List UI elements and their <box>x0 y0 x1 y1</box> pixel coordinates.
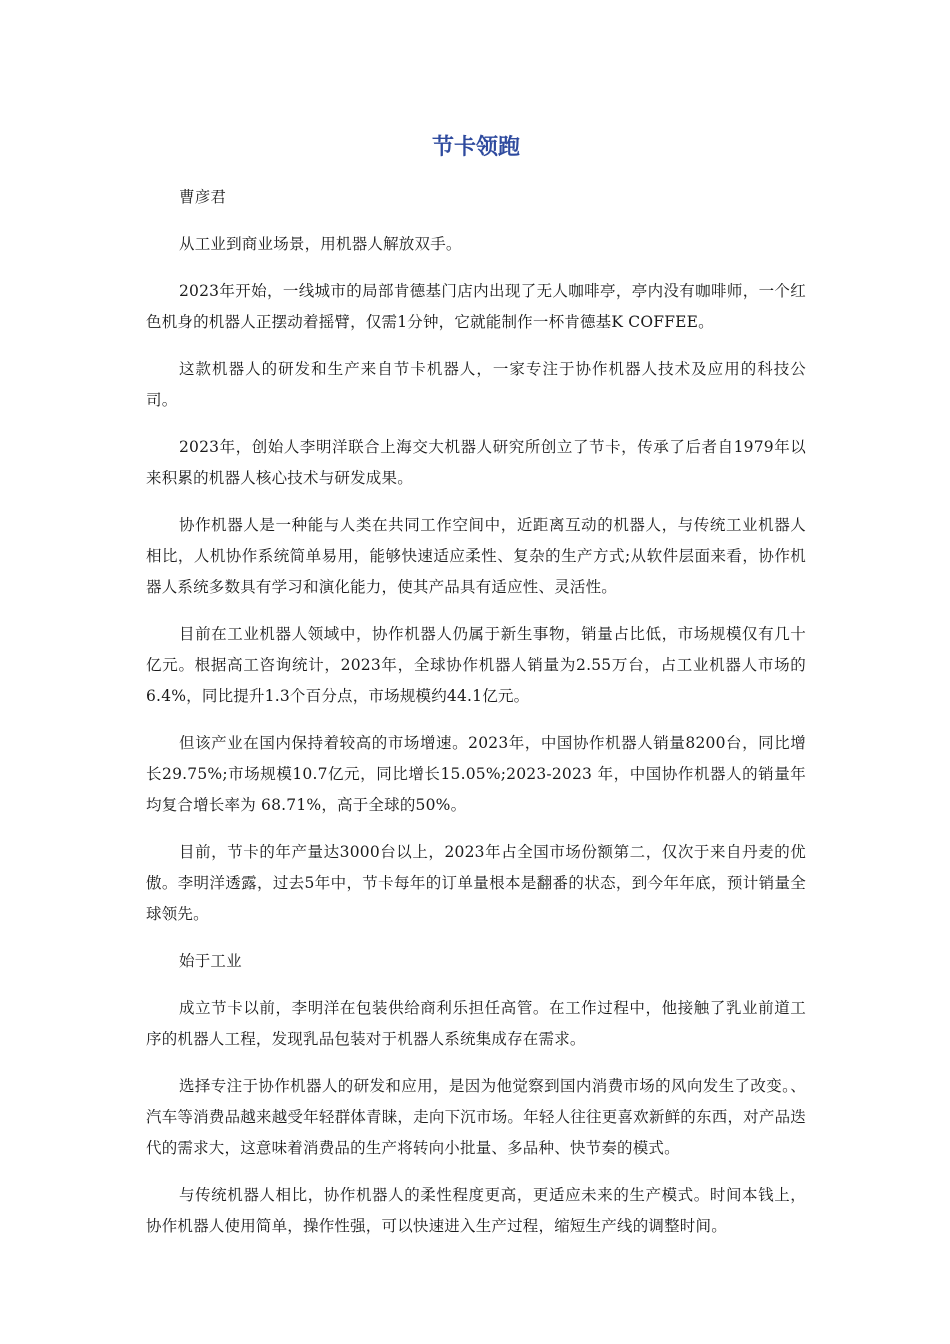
paragraph: 这款机器人的研发和生产来自节卡机器人，一家专注于协作机器人技术及应用的科技公司。 <box>146 360 806 409</box>
document-page <box>146 128 806 1258</box>
paragraph: 2023年开始，一线城市的局部肯德基门店内出现了无人咖啡亭，亭内没有咖啡师，一个红色机身的机器人正摆动着摇臂，仅需1分钟，它就能制作一杯肯德基K COFFEE。 <box>146 282 806 331</box>
paragraph: 与传统机器人相比，协作机器人的柔性程度更高，更适应未来的生产模式。时间本钱上，协作机器人使用简单，操作性强，可以快速进入生产过程，缩短生产线的调整时间。 <box>146 1186 806 1235</box>
article-author: 曹彦君 <box>179 188 227 206</box>
paragraph: 成立节卡以前，李明洋在包装供给商利乐担任高管。在工作过程中，他接触了乳业前道工序的机器人工程，发现乳品包装对于机器人系统集成存在需求。 <box>146 999 806 1048</box>
section-heading: 始于工业 <box>179 952 242 970</box>
paragraph: 目前，节卡的年产量达3000台以上，2023年占全国市场份额第二，仅次于来自丹麦的优傲。李明洋透露，过去5年中，节卡每年的订单量根本是翻番的状态，到今年年底，预计销量全球领先。 <box>146 843 806 923</box>
article-title: 节卡领跑 <box>431 135 520 160</box>
paragraph: 但该产业在国内保持着较高的市场增速。2023年，中国协作机器人销量8200台，同比增长29.75%;市场规模10.7亿元，同比增长15.05%;2023-2023 年，中国协作机器人的销量年均复合增长率为 68.71%，高于全球的50%。 <box>146 734 806 814</box>
paragraph: 2023年，创始人李明洋联合上海交大机器人研究所创立了节卡，传承了后者自1979年以来积累的机器人核心技术与研发成果。 <box>146 438 806 487</box>
paragraph: 协作机器人是一种能与人类在共同工作空间中，近距离互动的机器人，与传统工业机器人相比，人机协作系统简单易用，能够快速适应柔性、复杂的生产方式;从软件层面来看，协作机器人系统多数具有学习和演化能力，使其产品具有适应性、灵活性。 <box>146 516 806 596</box>
paragraph: 从工业到商业场景，用机器人解放双手。 <box>179 235 462 253</box>
paragraph: 目前在工业机器人领域中，协作机器人仍属于新生事物，销量占比低，市场规模仅有几十亿元。根据高工咨询统计，2023年，全球协作机器人销量为2.55万台，占工业机器人市场的6.4%，同比提升1.3个百分点，市场规模约44.1亿元。 <box>146 625 806 705</box>
paragraph: 选择专注于协作机器人的研发和应用，是因为他觉察到国内消费市场的风向发生了改变。、汽车等消费品越来越受年轻群体青睐，走向下沉市场。年轻人往往更喜欢新鲜的东西，对产品迭代的需求大，这意味着消费品的生产将转向小批量、多品种、快节奏的模式。 <box>146 1077 806 1157</box>
